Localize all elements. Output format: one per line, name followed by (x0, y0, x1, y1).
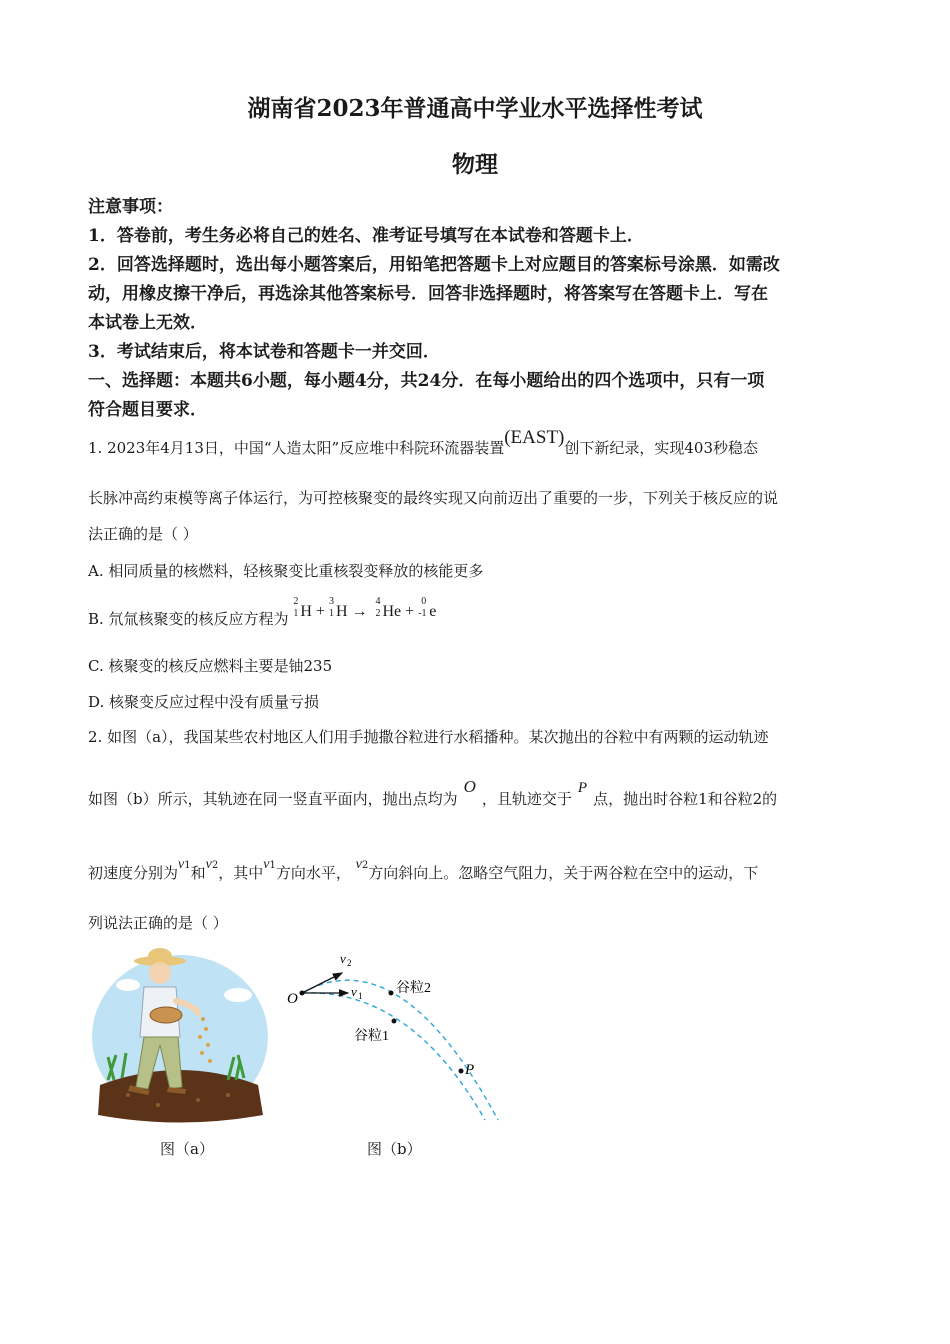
point-o (300, 991, 305, 996)
seed-basket (150, 1007, 182, 1023)
deuterium-mass: 2 (293, 596, 299, 607)
label-v2: v (340, 951, 346, 966)
electron-mass: 0 (421, 596, 427, 607)
q2-text-b: ，且轨迹交于 (481, 790, 572, 808)
nuclear-equation (293, 596, 437, 620)
label-v1-sub: 1 (358, 991, 363, 1001)
deuterium-charge: 1 (293, 608, 299, 619)
option-b (88, 596, 437, 630)
q1-text-a: 1. 2023年4月13日，中国“人造太阳”反应堆中科院环流器装置 (88, 439, 505, 457)
section-1-line-2: 符合题目要求． (88, 400, 207, 420)
helium-charge: 2 (375, 608, 381, 619)
v1-subscript-2: 1 (269, 860, 276, 871)
v2-subscript: 2 (211, 860, 219, 871)
cloud-2 (116, 979, 140, 991)
v1-symbol-2: v (263, 857, 270, 872)
q2-text-c: 点，抛出时谷粒1和谷粒2的 (593, 790, 778, 808)
q2-text-d: 初速度分别为 (88, 864, 179, 882)
question-1-line-1 (88, 427, 759, 459)
q2-and: 和 (190, 864, 206, 882)
question-1-line-2: 长脉冲高约束模等离子体运行，为可控核聚变的最终实现又向前迈出了重要的一步，下列关于核反应的说 (88, 489, 779, 507)
notice-item-2-line-2: 动，用橡皮擦干净后，再选涂其他答案标号．回答非选择题时，将答案写在答题卡上．写在 (88, 284, 768, 304)
caption-figure-b: 图（b） (367, 1140, 422, 1158)
tritium-symbol: H (335, 603, 348, 620)
notice-item-2-line-1: 2．回答选择题时，选出每小题答案后，用铅笔把答题卡上对应题目的答案标号涂黑．如需改 (88, 255, 780, 275)
question-2-line-1: 2. 如图（a），我国某些农村地区人们用手抛撒谷粒进行水稻播种。某次抛出的谷粒中有两颗的运动轨迹 (88, 728, 769, 746)
label-v1: v (351, 984, 357, 999)
q1-text-b: 创下新纪录，实现403秒稳态 (564, 439, 759, 457)
q1-east: (EAST) (504, 427, 565, 448)
label-v2-sub: 2 (347, 958, 352, 968)
notice-item-3: 3．考试结束后，将本试卷和答题卡一并交回． (88, 342, 440, 362)
question-2-line-3 (88, 857, 759, 883)
reaction-arrow: → (351, 603, 368, 620)
caption-figure-a: 图（a） (160, 1140, 214, 1158)
v2-subscript-2: 2 (361, 860, 369, 871)
q2-text-e: ，其中 (218, 864, 264, 882)
section-1-line-1: 一、选择题：本题共6小题，每小题4分，共24分．在每小题给出的四个选项中，只有一项 (88, 371, 765, 391)
option-c: C. 核聚变的核反应燃料主要是铀235 (88, 657, 333, 675)
notice-item-1: 1．答卷前，考生务必将自己的姓名、准考证号填写在本试卷和答题卡上． (88, 226, 644, 246)
exam-title: 湖南省2023年普通高中学业水平选择性考试 (247, 95, 703, 122)
trajectory-grain-2 (302, 980, 498, 1120)
point-p (459, 1069, 464, 1074)
grain-2-dot (389, 991, 394, 996)
point-o-label: O (463, 777, 476, 796)
tritium-charge: 1 (328, 608, 334, 619)
point-p-label: P (577, 780, 588, 796)
v1-subscript: 1 (184, 860, 191, 871)
figure-a-illustration (88, 945, 273, 1130)
question-2-line-4: 列说法正确的是（ ） (88, 914, 228, 932)
option-d: D. 核聚变反应过程中没有质量亏损 (88, 693, 320, 711)
subject-title: 物理 (452, 151, 498, 178)
notice-heading: 注意事项： (88, 197, 173, 217)
helium-mass: 4 (375, 596, 381, 607)
notice-item-2-line-3: 本试卷上无效． (88, 313, 207, 333)
v2-symbol-2: v (355, 857, 362, 872)
v2-symbol: v (205, 857, 212, 872)
trajectory-grain-1 (302, 993, 485, 1120)
option-a: A. 相同质量的核燃料，轻核聚变比重核裂变释放的核能更多 (88, 562, 484, 580)
v1-symbol: v (178, 857, 185, 872)
electron-charge: -1 (418, 608, 427, 619)
q2-text-a: 如图（b）所示，其轨迹在同一竖直平面内，抛出点均为 (88, 790, 458, 808)
cloud-1 (224, 988, 252, 1002)
label-o: O (287, 991, 298, 1007)
tritium-mass: 3 (328, 596, 334, 607)
q2-text-f: 方向水平， (275, 864, 351, 882)
label-grain-1: 谷粒1 (354, 1029, 389, 1044)
grain-1-dot (392, 1019, 397, 1024)
deuterium-symbol: H (300, 603, 312, 620)
figure-b-diagram (280, 948, 510, 1128)
question-2-line-2 (88, 777, 778, 809)
option-b-text: B. 氘氚核聚变的核反应方程为 (88, 610, 289, 628)
straw-hat-top (148, 948, 172, 964)
question-1-line-3: 法正确的是（ ） (88, 525, 198, 543)
label-grain-2: 谷粒2 (396, 981, 431, 996)
plus-sign-1: + (315, 603, 325, 620)
v2-vector (302, 973, 342, 993)
plus-sign-2: + (405, 603, 415, 620)
label-p: P (465, 1062, 475, 1078)
farmer-head (149, 962, 171, 984)
helium-symbol: He (382, 603, 402, 620)
q2-text-g: 方向斜向上。忽略空气阻力，关于两谷粒在空中的运动，下 (368, 864, 759, 882)
electron-symbol: e (429, 603, 437, 620)
